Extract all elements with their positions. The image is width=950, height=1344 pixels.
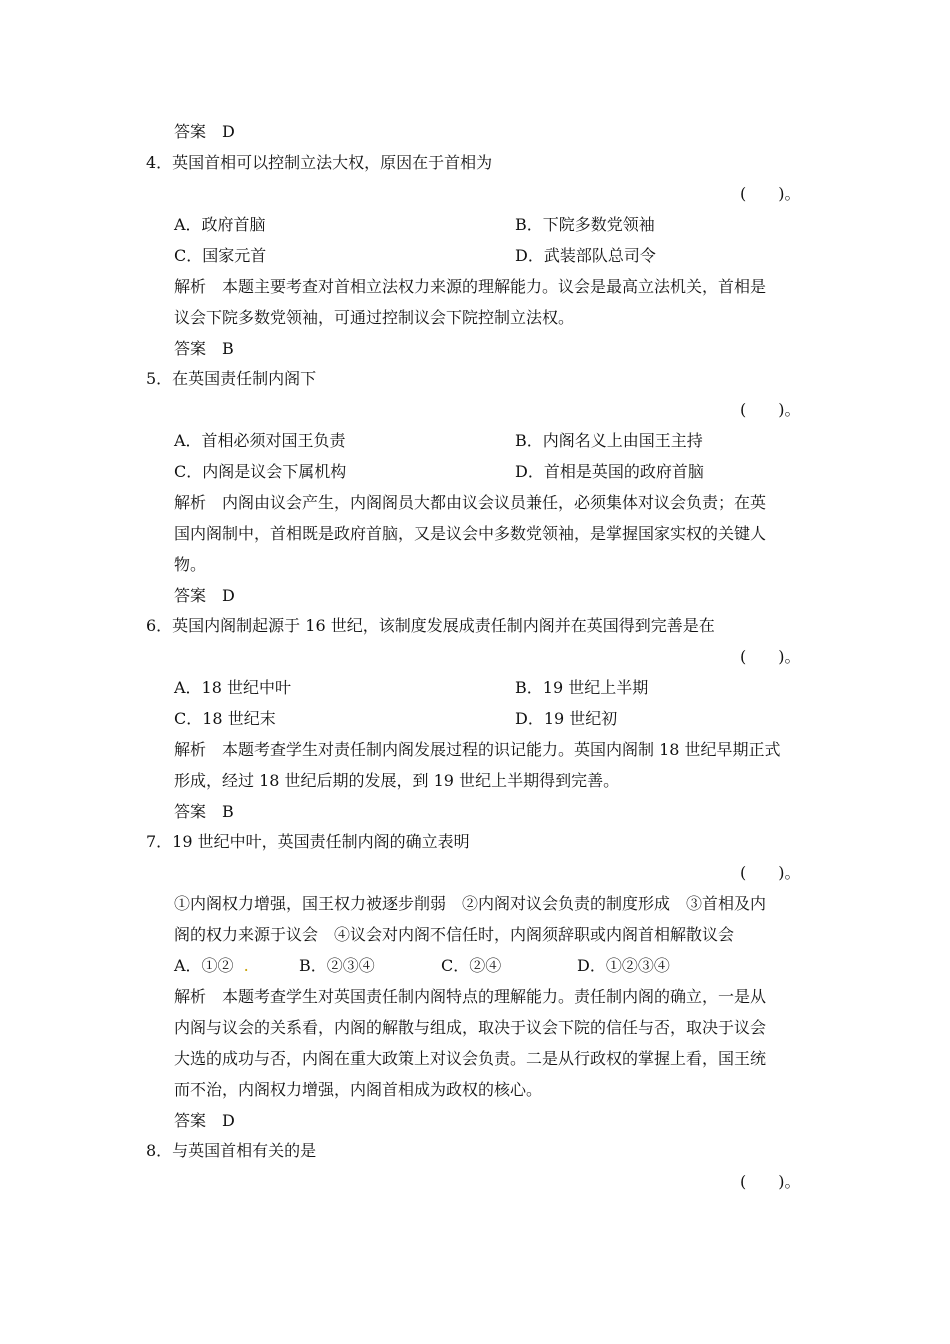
q7-option-c: C．②④ bbox=[441, 956, 502, 975]
q4-answer-blank: ( )。 bbox=[740, 184, 801, 203]
q5-option-c: C．内阁是议会下属机构 bbox=[174, 462, 347, 481]
q6-answer: 答案 B bbox=[174, 802, 234, 821]
q8-stem: 8．与英国首相有关的是 bbox=[146, 1141, 317, 1160]
q4-option-a: A．政府首脑 bbox=[174, 215, 266, 234]
q7-statement-line: ①内阁权力增强，国王权力被逐步削弱 ②内阁对议会负责的制度形成 ③首相及内 bbox=[174, 894, 767, 913]
q7-option-a-label: A．①② bbox=[174, 956, 234, 975]
q6-option-d: D．19 世纪初 bbox=[515, 709, 618, 728]
q4-analysis-line: 议会下院多数党领袖，可通过控制议会下院控制立法权。 bbox=[174, 308, 575, 327]
q5-answer: 答案 D bbox=[174, 586, 235, 605]
q7-statement-line: 阁的权力来源于议会 ④议会对内阁不信任时，内阁须辞职或内阁首相解散议会 bbox=[174, 925, 735, 944]
q7-answer: 答案 D bbox=[174, 1111, 235, 1130]
q7-option-a-mark: . bbox=[243, 956, 249, 975]
q6-option-b: B．19 世纪上半期 bbox=[515, 678, 649, 697]
q5-analysis-line: 国内阁制中，首相既是政府首脑，又是议会中多数党领袖，是掌握国家实权的关键人 bbox=[174, 524, 767, 543]
q7-analysis-line: 内阁与议会的关系看，内阁的解散与组成，取决于议会下院的信任与否，取决于议会 bbox=[174, 1018, 767, 1037]
q6-option-a: A．18 世纪中叶 bbox=[174, 678, 292, 697]
q5-option-d: D．首相是英国的政府首脑 bbox=[515, 462, 704, 481]
q3-answer: 答案 D bbox=[174, 122, 235, 141]
q8-answer-blank: ( )。 bbox=[740, 1172, 801, 1191]
q6-option-c: C．18 世纪末 bbox=[174, 709, 276, 728]
q6-analysis-line: 形成，经过 18 世纪后期的发展，到 19 世纪上半期得到完善。 bbox=[174, 771, 620, 790]
q5-answer-blank: ( )。 bbox=[740, 400, 801, 419]
q7-analysis-line: 解析 本题考查学生对英国责任制内阁特点的理解能力。责任制内阁的确立，一是从 bbox=[174, 987, 767, 1006]
q4-stem: 4．英国首相可以控制立法大权，原因在于首相为 bbox=[146, 153, 493, 172]
q7-analysis-line: 而不治，内阁权力增强，内阁首相成为政权的核心。 bbox=[174, 1080, 543, 1099]
q4-option-b: B．下院多数党领袖 bbox=[515, 215, 655, 234]
q5-option-b: B．内阁名义上由国王主持 bbox=[515, 431, 703, 450]
q5-analysis-line: 物。 bbox=[174, 555, 207, 574]
q6-analysis-line: 解析 本题考查学生对责任制内阁发展过程的识记能力。英国内阁制 18 世纪早期正式 bbox=[174, 740, 781, 759]
q4-answer: 答案 B bbox=[174, 339, 234, 358]
q7-answer-blank: ( )。 bbox=[740, 863, 801, 882]
q7-option-d: D．①②③④ bbox=[577, 956, 670, 975]
q7-option-b: B．②③④ bbox=[299, 956, 375, 975]
q6-stem: 6．英国内阁制起源于 16 世纪，该制度发展成责任制内阁并在英国得到完善是在 bbox=[146, 616, 715, 635]
q5-stem: 5．在英国责任制内阁下 bbox=[146, 369, 317, 388]
q6-answer-blank: ( )。 bbox=[740, 647, 801, 666]
q5-analysis-line: 解析 内阁由议会产生，内阁阁员大都由议会议员兼任，必须集体对议会负责；在英 bbox=[174, 493, 767, 512]
q7-analysis-line: 大选的成功与否，内阁在重大政策上对议会负责。二是从行政权的掌握上看，国王统 bbox=[174, 1049, 767, 1068]
q7-option-a bbox=[174, 956, 249, 976]
q5-option-a: A．首相必须对国王负责 bbox=[174, 431, 346, 450]
q4-option-c: C．国家元首 bbox=[174, 246, 267, 265]
q4-option-d: D．武装部队总司令 bbox=[515, 246, 656, 265]
q4-analysis-line: 解析 本题主要考查对首相立法权力来源的理解能力。议会是最高立法机关，首相是 bbox=[174, 277, 767, 296]
q7-stem: 7．19 世纪中叶，英国责任制内阁的确立表明 bbox=[146, 832, 470, 851]
